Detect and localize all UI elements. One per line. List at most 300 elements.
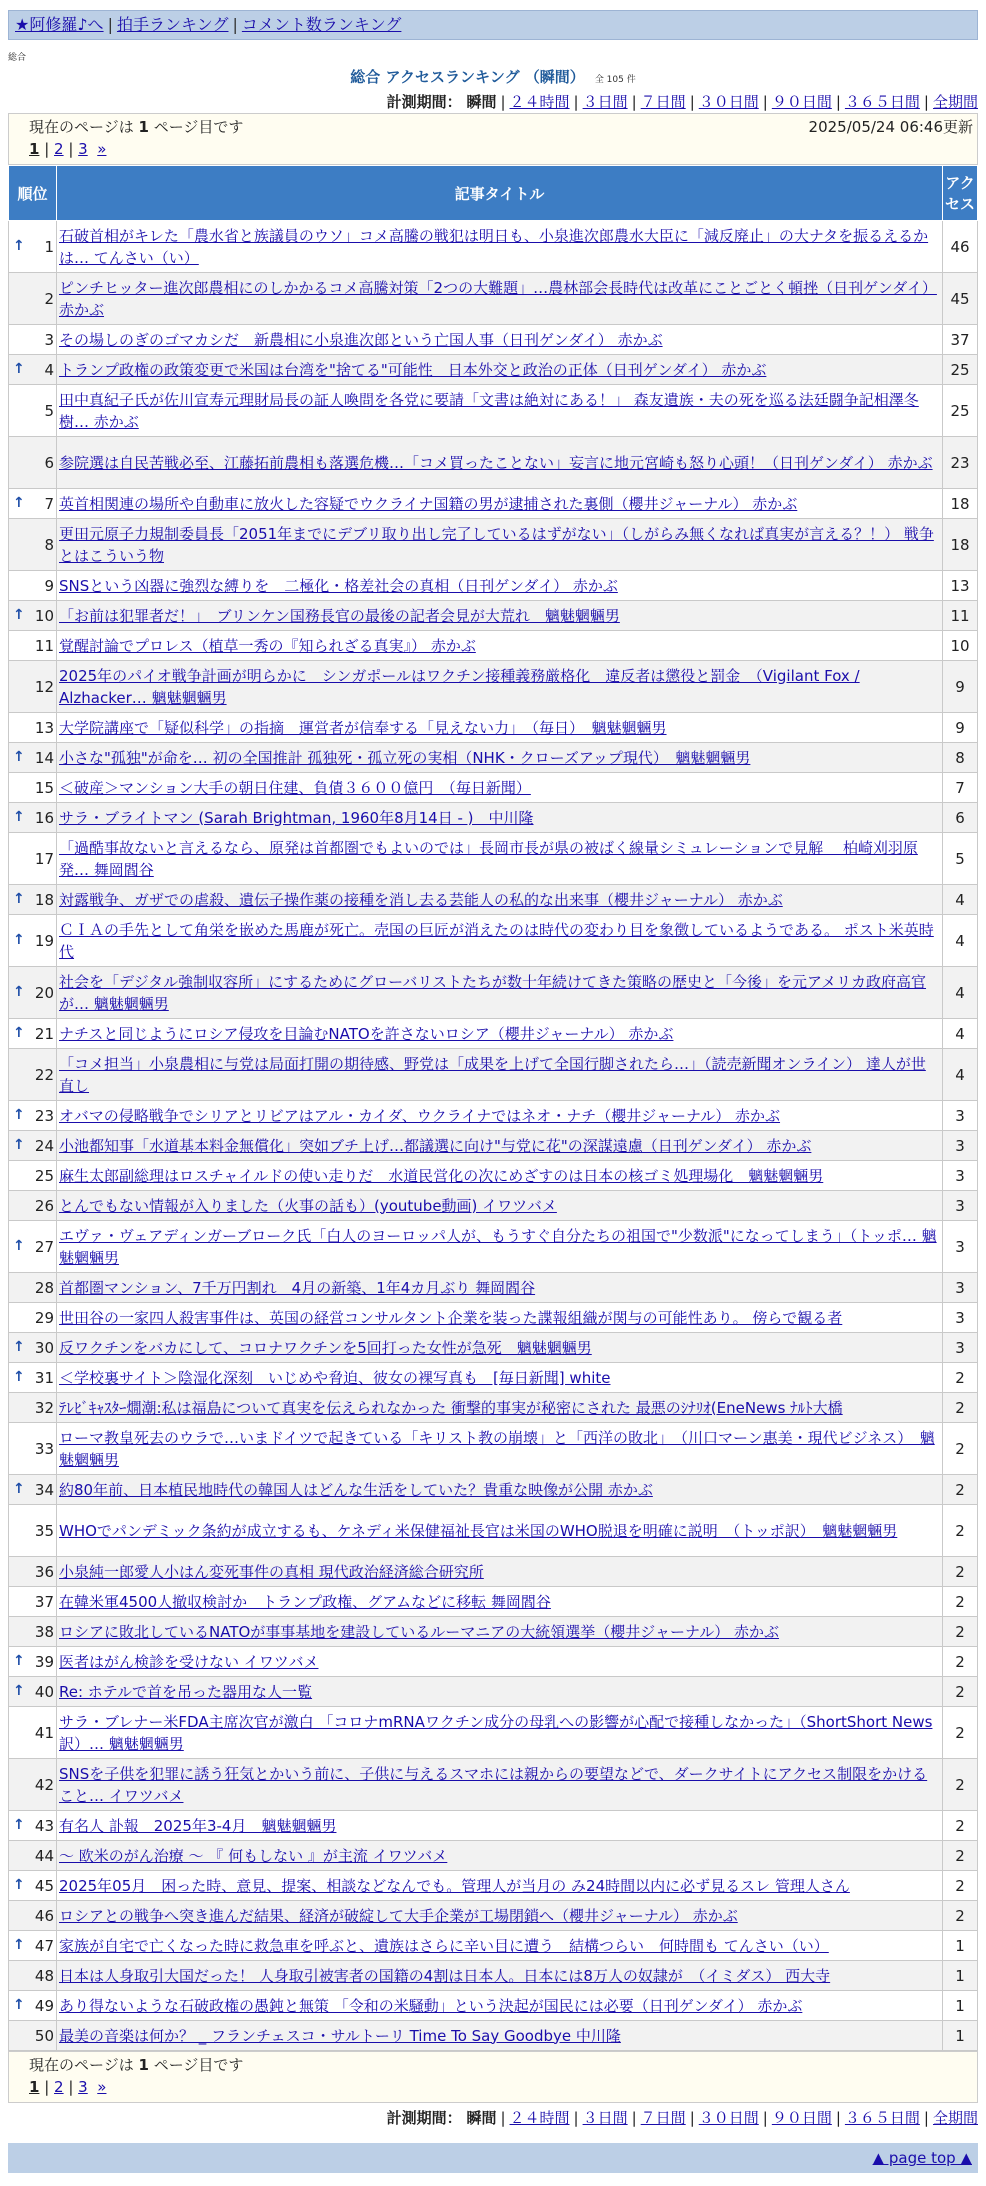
article-link[interactable]: 医者はがん検診を受けない イワツバメ — [59, 1652, 319, 1671]
table-row — [9, 489, 978, 519]
access-count: 4 — [943, 967, 978, 1019]
access-count: 2 — [943, 1617, 978, 1647]
rank-cell — [9, 1049, 57, 1101]
rank-up-arrow-icon: ↑ — [13, 360, 25, 377]
title-cell — [57, 1759, 943, 1811]
table-row — [9, 325, 978, 355]
rank-number: 9 — [44, 576, 54, 595]
period-selector-bottom: 計測期間： 瞬間 | ２４時間 | ３日間 | ７日間 | ３０日間 | ９０日間 | ３６５日間 | 全期間 — [386, 2109, 978, 2127]
page-top-link[interactable]: ▲ page top ▲ — [872, 2149, 972, 2167]
article-link[interactable]: ローマ教皇死去のウラで…いまドイツで起きている「キリスト教の崩壊」と「西洋の敗北」 （川口マーン惠美・現代ビジネス） 魑魅魍魎男 — [59, 1428, 935, 1469]
rank-number: 11 — [34, 636, 54, 655]
title-cell — [57, 1049, 943, 1101]
table-row — [9, 519, 978, 571]
article-link[interactable]: 英首相関連の場所や自動車に放火した容疑でウクライナ国籍の男が逮捕された裏側（櫻井ジャーナル） 赤かぶ — [59, 494, 798, 513]
period-7d-link[interactable]: ７日間 — [640, 93, 686, 111]
table-row — [9, 1475, 978, 1505]
rank-number: 10 — [34, 606, 54, 625]
rank-cell — [9, 1475, 57, 1505]
title-cell — [57, 803, 943, 833]
rank-number: 7 — [44, 494, 54, 513]
access-count: 25 — [943, 355, 978, 385]
rank-number: 35 — [34, 1521, 54, 1540]
access-count: 2 — [943, 1901, 978, 1931]
rank-cell — [9, 1131, 57, 1161]
article-link[interactable]: 2025年05月 困った時、意見、提案、相談などなんでも。管理人が当月の み24時間以内に必ず見るスレ 管理人さん — [59, 1876, 850, 1895]
period-365d-link[interactable]: ３６５日間 — [844, 2109, 920, 2127]
page-2-link[interactable]: 2 — [54, 140, 64, 158]
footer-bar — [8, 2143, 978, 2173]
article-link[interactable]: 首都圏マンション、7千万円割れ 4月の新築、1年4カ月ぶり 舞岡閻谷 — [59, 1278, 536, 1297]
article-link[interactable]: SNSを子供を犯罪に誘う狂気とかいう前に、子供に与えるスマホには親からの要望などで、ダークサイトにアクセス制限をかけること… イワツバメ — [59, 1764, 928, 1805]
rank-number: 22 — [34, 1065, 54, 1084]
article-link[interactable]: 小さな"孤独"が命を… 初の全国推計 孤独死・孤立死の実相（NHK・クローズアップ現代） 魑魅魍魎男 — [59, 748, 751, 767]
title-cell — [57, 1557, 943, 1587]
table-row — [9, 1871, 978, 1901]
title-cell — [57, 1931, 943, 1961]
article-link[interactable]: 約80年前、日本植民地時代の韓国人はどんな生活をしていた？貴重な映像が公開 赤かぶ — [59, 1480, 653, 1499]
table-row — [9, 1811, 978, 1841]
rank-cell — [9, 385, 57, 437]
article-link[interactable]: 有名人 訃報 2025年3-4月 魑魅魍魎男 — [59, 1816, 337, 1835]
rank-number: 8 — [44, 535, 54, 554]
applause-ranking-link[interactable]: 拍手ランキング — [116, 15, 229, 34]
rank-cell — [9, 1811, 57, 1841]
rank-number: 39 — [34, 1652, 54, 1671]
rank-number: 6 — [44, 453, 54, 472]
rank-cell — [9, 1931, 57, 1961]
access-count: 2 — [943, 1505, 978, 1557]
rank-number: 49 — [34, 1996, 54, 2015]
title-cell — [57, 1961, 943, 1991]
title-cell — [57, 1221, 943, 1273]
rank-up-arrow-icon: ↑ — [13, 931, 25, 948]
rank-cell — [9, 915, 57, 967]
rank-cell — [9, 1393, 57, 1423]
rank-cell — [9, 1991, 57, 2021]
access-count: 18 — [943, 489, 978, 519]
article-link[interactable]: 「お前は犯罪者だ！」 ブリンケン国務長官の最後の記者会見が大荒れ 魑魅魍魎男 — [59, 606, 620, 625]
rank-up-arrow-icon: ↑ — [13, 237, 25, 254]
title-cell — [57, 885, 943, 915]
table-row — [9, 1221, 978, 1273]
title-header: 記事タイトル — [57, 166, 943, 221]
table-row — [9, 385, 978, 437]
next-page-link[interactable]: » — [97, 2078, 107, 2096]
access-count: 2 — [943, 1423, 978, 1475]
rank-number: 40 — [34, 1682, 54, 1701]
article-link[interactable]: Re: ホテルで首を吊った器用な人一覧 — [59, 1682, 313, 1701]
rank-cell — [9, 885, 57, 915]
table-row — [9, 1707, 978, 1759]
table-row — [9, 355, 978, 385]
period-3d-link[interactable]: ３日間 — [582, 2109, 628, 2127]
title-cell — [57, 967, 943, 1019]
article-link[interactable]: 田中真紀子氏が佐川宣寿元理財局長の証人喚問を各党に要請「文書は絶対にある！」 森友遺族・夫の死を巡る法廷闘争記相澤冬樹… 赤かぶ — [59, 390, 919, 431]
rank-cell — [9, 571, 57, 601]
article-link[interactable]: 家族が自宅で亡くなった時に救急車を呼ぶと、遺族はさらに辛い目に遭う 結構つらい 何時間も てんさい（い） — [59, 1936, 829, 1955]
access-count: 8 — [943, 743, 978, 773]
period-label: 計測期間： — [386, 2109, 462, 2127]
title-cell — [57, 1019, 943, 1049]
article-link[interactable]: 〜 欧米のがん治療 〜 『 何もしない 』が主流 イワツバメ — [59, 1846, 448, 1865]
article-link[interactable]: 世田谷の一家四人殺害事件は、英国の経営コンサルタント企業を装った諜報組織が関与の可能性あり。 傍らで観る者 — [59, 1308, 843, 1327]
title-cell — [57, 1161, 943, 1191]
rank-cell — [9, 661, 57, 713]
rank-cell — [9, 1019, 57, 1049]
access-count: 2 — [943, 1647, 978, 1677]
article-link[interactable]: 小泉純一郎愛人小はん変死事件の真相 現代政治経済総合研究所 — [59, 1562, 484, 1581]
rank-cell — [9, 1647, 57, 1677]
rank-up-arrow-icon: ↑ — [13, 1816, 25, 1833]
rank-cell — [9, 773, 57, 803]
page-links: 1 | 2 | 3 » — [29, 2078, 107, 2096]
table-row — [9, 1423, 978, 1475]
access-count: 6 — [943, 803, 978, 833]
rank-number: 12 — [34, 677, 54, 696]
rank-up-arrow-icon: ↑ — [13, 606, 25, 623]
title-cell — [57, 631, 943, 661]
rank-cell — [9, 1961, 57, 1991]
comment-ranking-link[interactable]: コメント数ランキング — [241, 15, 402, 34]
rank-number: 33 — [34, 1439, 54, 1458]
article-link[interactable]: 「過酷事故ないと言えるなら、原発は首都圏でもよいのでは」長岡市長が県の被ばく線量シミュレーションで見解 柏崎刈羽原発… 舞岡閻谷 — [59, 838, 918, 879]
table-row — [9, 1587, 978, 1617]
access-count: 3 — [943, 1333, 978, 1363]
rank-up-arrow-icon: ↑ — [13, 1682, 25, 1699]
title-cell — [57, 1333, 943, 1363]
title-cell — [57, 1901, 943, 1931]
access-count: 4 — [943, 915, 978, 967]
access-count: 2 — [943, 1871, 978, 1901]
title-cell — [57, 713, 943, 743]
period-24h-link[interactable]: ２４時間 — [509, 2109, 570, 2127]
table-row — [9, 1841, 978, 1871]
article-link[interactable]: 「コメ担当」小泉農相に与党は局面打開の期待感、野党は「成果を上げて全国行脚されたら…」（読売新聞オンライン） 達人が世直し — [59, 1054, 926, 1095]
table-row — [9, 631, 978, 661]
period-3d-link[interactable]: ３日間 — [582, 93, 628, 111]
article-link[interactable]: 覚醒討論でプロレス（植草一秀の『知られざる真実』） 赤かぶ — [59, 636, 476, 655]
rank-up-arrow-icon: ↑ — [13, 1024, 25, 1041]
page-info: 現在のページは 1 ページ目です — [29, 118, 244, 136]
page-info: 現在のページは 1 ページ目です — [29, 2056, 244, 2074]
page — [8, 10, 978, 2173]
title-cell — [57, 1303, 943, 1333]
article-link[interactable]: ＣＩＡの手先として角栄を嵌めた馬鹿が死亡。売国の巨匠が消えたのは時代の変わり目を象徴しているようである。 ポスト米英時代 — [59, 920, 934, 961]
rank-number: 19 — [34, 931, 54, 950]
article-link[interactable]: ﾃﾚﾋﾞｷｬｽﾀｰ燗潮:私は福島について真実を伝えられなかった 衝撃的事実が秘密にされた 最悪のｼﾅﾘｵ(EneNews ﾅﾙﾄ大橋 — [59, 1398, 843, 1417]
title-cell — [57, 1393, 943, 1423]
article-link[interactable]: 最美の音楽は何か？ _ フランチェスコ・サルトーリ Time To Say Goodbye 中川隆 — [59, 2026, 621, 2045]
period-90d-link[interactable]: ９０日間 — [771, 93, 832, 111]
access-count: 1 — [943, 1961, 978, 1991]
table-row — [9, 1759, 978, 1811]
title-cell — [57, 1677, 943, 1707]
access-count: 1 — [943, 2021, 978, 2051]
table-row — [9, 437, 978, 489]
rank-up-arrow-icon: ↑ — [13, 1876, 25, 1893]
period-90d-link[interactable]: ９０日間 — [771, 2109, 832, 2127]
page-2-link[interactable]: 2 — [54, 2078, 64, 2096]
rank-cell — [9, 489, 57, 519]
table-row — [9, 1019, 978, 1049]
rank-number: 3 — [44, 330, 54, 349]
rank-up-arrow-icon: ↑ — [13, 1996, 25, 2013]
rank-up-arrow-icon: ↑ — [13, 1936, 25, 1953]
title-cell — [57, 915, 943, 967]
top-nav: ★阿修羅♪へ | 拍手ランキング | コメント数ランキング — [8, 10, 978, 40]
article-link[interactable]: 2025年のパイオ戦争計画が明らかに シンガポールはワクチン接種義務厳格化 違反者は懲役と罰金 （Vigilant Fox / Alzhacker… 魑魅魍魎男 — [59, 666, 860, 707]
table-row — [9, 1647, 978, 1677]
title-cell — [57, 1647, 943, 1677]
access-count: 2 — [943, 1677, 978, 1707]
article-link[interactable]: エヴァ・ヴェアディンガーブローク氏「白人のヨーロッパ人が、もうすぐ自分たちの祖国で"少数派"になってしまう」（トッポ… 魑魅魍魎男 — [59, 1226, 937, 1267]
access-count: 46 — [943, 221, 978, 273]
rank-number: 34 — [34, 1480, 54, 1499]
article-link[interactable]: ピンチヒッター進次郎農相にのしかかるコメ高騰対策「2つの大難題」…農林部会長時代は改革にことごとく頓挫（日刊ゲンダイ） 赤かぶ — [59, 278, 937, 319]
period-7d-link[interactable]: ７日間 — [640, 2109, 686, 2127]
table-row — [9, 1161, 978, 1191]
period-label: 計測期間： — [386, 93, 462, 111]
rank-up-arrow-icon: ↑ — [13, 1136, 25, 1153]
rank-cell — [9, 1191, 57, 1221]
rank-number: 4 — [44, 360, 54, 379]
table-row — [9, 1049, 978, 1101]
title-cell — [57, 355, 943, 385]
ranking-rows — [9, 221, 978, 2051]
rank-cell — [9, 1161, 57, 1191]
article-link[interactable]: SNSという凶器に強烈な縛りを 二極化・格差社会の真相（日刊ゲンダイ） 赤かぶ — [59, 576, 618, 595]
title-cell — [57, 489, 943, 519]
article-link[interactable]: 対露戦争、ガザでの虐殺、遺伝子操作薬の接種を消し去る芸能人の私的な出来事（櫻井ジャーナル） 赤かぶ — [59, 890, 783, 909]
article-link[interactable]: ＜破産＞マンション大手の朝日住建、負債３６００億円 （毎日新聞） — [59, 778, 531, 797]
access-count: 9 — [943, 661, 978, 713]
rank-header: 順位 — [9, 166, 57, 221]
article-link[interactable]: 反ワクチンをバカにして、コロナワクチンを5回打った女性が急死 魑魅魍魎男 — [59, 1338, 592, 1357]
rank-cell — [9, 1871, 57, 1901]
table-row — [9, 1677, 978, 1707]
rank-number: 14 — [34, 748, 54, 767]
article-link[interactable]: WHOでパンデミック条約が成立するも、ケネディ米保健福祉長官は米国のWHO脱退を明確に説明 （トッポ訳） 魑魅魍魎男 — [59, 1521, 898, 1540]
article-link[interactable]: ロシアとの戦争へ突き進んだ結果、経済が破綻して大手企業が工場閉鎖へ（櫻井ジャーナル） 赤かぶ — [59, 1906, 738, 1925]
table-row — [9, 915, 978, 967]
access-count: 18 — [943, 519, 978, 571]
page-1-current: 1 — [29, 140, 40, 158]
pagination-top — [8, 113, 978, 165]
title-cell — [57, 773, 943, 803]
access-count: 2 — [943, 1707, 978, 1759]
ranking-title — [8, 66, 978, 87]
rank-cell — [9, 273, 57, 325]
rank-cell — [9, 519, 57, 571]
access-count: 4 — [943, 1049, 978, 1101]
rank-number: 30 — [34, 1338, 54, 1357]
article-link[interactable]: 日本は人身取引大国だった！ 人身取引被害者の国籍の4割は日本人。日本には8万人の奴隷が （イミダス） 西大寺 — [59, 1966, 831, 1985]
rank-number: 26 — [34, 1196, 54, 1215]
next-page-link[interactable]: » — [97, 140, 107, 158]
rank-number: 47 — [34, 1936, 54, 1955]
access-count: 2 — [943, 1557, 978, 1587]
article-link[interactable]: 石破首相がキレた「農水省と族議員のウソ」コメ高騰の戦犯は明日も、小泉進次郎農水大臣に「減反廃止」の大ナタを振るえるかは… てんさい（い） — [59, 226, 929, 267]
article-link[interactable]: トランプ政権の政策変更で米国は台湾を"捨てる"可能性 日本外交と政治の正体（日刊ゲンダイ） 赤かぶ — [59, 360, 767, 379]
table-row — [9, 2021, 978, 2051]
rank-number: 1 — [44, 237, 54, 256]
rank-up-arrow-icon: ↑ — [13, 1480, 25, 1497]
table-row — [9, 1363, 978, 1393]
table-row — [9, 1617, 978, 1647]
table-row — [9, 571, 978, 601]
article-link[interactable]: 更田元原子力規制委員長「2051年までにデブリ取り出し完了しているはずがない」（しがらみ無くなれば真実が言える？！） 戦争とはこういう物 — [59, 524, 934, 565]
article-link[interactable]: ＜学校裏サイト＞陰湿化深刻 いじめや脅迫、彼女の裸写真も [毎日新聞] white — [59, 1368, 611, 1387]
rank-cell — [9, 1333, 57, 1363]
home-link[interactable]: ★阿修羅♪へ — [15, 15, 104, 34]
access-count: 9 — [943, 713, 978, 743]
article-link[interactable]: サラ・ブライトマン (Sarah Brightman, 1960年8月14日 - ) 中川隆 — [59, 808, 534, 827]
rank-number: 37 — [34, 1592, 54, 1611]
title-cell — [57, 221, 943, 273]
rank-cell — [9, 2021, 57, 2051]
access-count: 23 — [943, 437, 978, 489]
rank-up-arrow-icon: ↑ — [13, 494, 25, 511]
article-link[interactable]: 在韓米軍4500人撤収検討か トランプ政権、グアムなどに移転 舞岡閻谷 — [59, 1592, 551, 1611]
rank-cell — [9, 221, 57, 273]
period-30d-link[interactable]: ３０日間 — [698, 2109, 759, 2127]
access-count: 3 — [943, 1131, 978, 1161]
title-cell — [57, 1811, 943, 1841]
rank-cell — [9, 1901, 57, 1931]
period-30d-link[interactable]: ３０日間 — [698, 93, 759, 111]
article-link[interactable]: 小池都知事「水道基本料金無償化」突如ブチ上げ…都議選に向け"与党に花"の深謀遠慮（日刊ゲンダイ） 赤かぶ — [59, 1136, 812, 1155]
rank-cell — [9, 601, 57, 631]
period-current: 瞬間 — [466, 93, 497, 111]
article-link[interactable]: その場しのぎのゴマカシだ 新農相に小泉進次郎という亡国人事（日刊ゲンダイ） 赤かぶ — [59, 330, 663, 349]
title-cell — [57, 571, 943, 601]
table-row — [9, 833, 978, 885]
table-row — [9, 1191, 978, 1221]
title-cell — [57, 1475, 943, 1505]
table-row — [9, 885, 978, 915]
access-count: 45 — [943, 273, 978, 325]
table-row — [9, 273, 978, 325]
page-1-current: 1 — [29, 2078, 40, 2096]
rank-number: 28 — [34, 1278, 54, 1297]
article-link[interactable]: とんでもない情報が入りました（火事の話も）(youtube動画) イワツバメ — [59, 1196, 557, 1215]
rank-up-arrow-icon: ↑ — [13, 1368, 25, 1385]
rank-number: 13 — [34, 718, 54, 737]
rank-number: 17 — [34, 849, 54, 868]
category-label: 総合 — [8, 53, 27, 63]
access-count: 2 — [943, 1475, 978, 1505]
title-cell — [57, 833, 943, 885]
page-3-link[interactable]: 3 — [78, 2078, 88, 2096]
article-link[interactable]: ナチスと同じようにロシア侵攻を目論むNATOを許さないロシア（櫻井ジャーナル） 赤かぶ — [59, 1024, 674, 1043]
title-cell — [57, 1841, 943, 1871]
rank-cell — [9, 1221, 57, 1273]
rank-cell — [9, 1841, 57, 1871]
access-count: 2 — [943, 1393, 978, 1423]
article-link[interactable]: サラ・ブレナー米FDA主席次官が激白 「コロナmRNAワクチン成分の母乳への影響が心配で接種しなかった」（ShortShort News訳）… 魑魅魍魎男 — [59, 1712, 933, 1753]
article-link[interactable]: 社会を「デジタル強制収容所」にするためにグローバリストたちが数十年続けてきた策略の歴史と「今後」を元アメリカ政府高官が… 魑魅魍魎男 — [59, 972, 927, 1013]
table-row — [9, 743, 978, 773]
title-cell — [57, 325, 943, 355]
rank-number: 27 — [34, 1237, 54, 1256]
table-row — [9, 773, 978, 803]
title-cell — [57, 1617, 943, 1647]
title-cell — [57, 1363, 943, 1393]
rank-number: 44 — [34, 1846, 54, 1865]
rank-number: 36 — [34, 1562, 54, 1581]
title-cell — [57, 1505, 943, 1557]
title-cell — [57, 1423, 943, 1475]
access-count: 2 — [943, 1759, 978, 1811]
table-row — [9, 1303, 978, 1333]
title-cell — [57, 1131, 943, 1161]
access-count: 2 — [943, 1811, 978, 1841]
table-row — [9, 1101, 978, 1131]
access-count: 2 — [943, 1841, 978, 1871]
title-cell — [57, 601, 943, 631]
rank-up-arrow-icon: ↑ — [13, 1237, 25, 1254]
rank-cell — [9, 1101, 57, 1131]
access-count: 37 — [943, 325, 978, 355]
page-3-link[interactable]: 3 — [78, 140, 88, 158]
rank-number: 18 — [34, 890, 54, 909]
table-row — [9, 967, 978, 1019]
rank-cell — [9, 1557, 57, 1587]
access-count: 4 — [943, 885, 978, 915]
article-link[interactable]: ロシアに敗北しているNATOが事事基地を建設しているルーマニアの大統領選挙（櫻井ジャーナル） 赤かぶ — [59, 1622, 780, 1641]
rank-number: 20 — [34, 983, 54, 1002]
title-cell — [57, 385, 943, 437]
rank-number: 50 — [34, 2026, 54, 2045]
rank-number: 15 — [34, 778, 54, 797]
period-selector-top: 計測期間： 瞬間 | ２４時間 | ３日間 | ７日間 | ３０日間 | ９０日間 | ３６５日間 | 全期間 — [386, 93, 978, 111]
rank-cell — [9, 631, 57, 661]
rank-number: 45 — [34, 1876, 54, 1895]
rank-number: 5 — [44, 401, 54, 420]
table-row — [9, 1131, 978, 1161]
rank-number: 38 — [34, 1622, 54, 1641]
rank-cell — [9, 1273, 57, 1303]
table-row — [9, 601, 978, 631]
table-row — [9, 713, 978, 743]
article-link[interactable]: オバマの侵略戦争でシリアとリビアはアル・カイダ、ウクライナではネオ・ナチ（櫻井ジャーナル） 赤かぶ — [59, 1106, 781, 1125]
rank-up-arrow-icon: ↑ — [13, 890, 25, 907]
rank-cell — [9, 1505, 57, 1557]
access-count: 3 — [943, 1161, 978, 1191]
article-link[interactable]: 麻生太郎副総理はロスチャイルドの使い走りだ 水道民営化の次にめざすのは日本の核ゴミ処理場化 魑魅魍魎男 — [59, 1166, 824, 1185]
table-row — [9, 1505, 978, 1557]
article-link[interactable]: あり得ないような石破政権の愚鈍と無策 「令和の米騒動」という決起が国民には必要（日刊ゲンダイ） 赤かぶ — [59, 1996, 803, 2015]
updated-time: 2025/05/24 06:46更新 — [808, 118, 973, 136]
article-link[interactable]: 参院選は自民苦戦必至、江藤拓前農相も落選危機…「コメ買ったことない」妄言に地元宮崎も怒り心頭！（日刊ゲンダイ） 赤かぶ — [59, 453, 933, 472]
article-link[interactable]: 大学院講座で「疑似科学」の指摘 運営者が信奉する「見えない力」 （毎日） 魑魅魍魎男 — [59, 718, 667, 737]
period-all-link[interactable]: 全期間 — [932, 2109, 978, 2127]
title-cell — [57, 661, 943, 713]
rank-cell — [9, 325, 57, 355]
title-cell — [57, 437, 943, 489]
table-row — [9, 1557, 978, 1587]
period-365d-link[interactable]: ３６５日間 — [844, 93, 920, 111]
title-cell — [57, 519, 943, 571]
access-count: 3 — [943, 1303, 978, 1333]
rank-number: 21 — [34, 1024, 54, 1043]
rank-number: 41 — [34, 1723, 54, 1742]
table-row — [9, 1273, 978, 1303]
period-24h-link[interactable]: ２４時間 — [509, 93, 570, 111]
period-all-link[interactable]: 全期間 — [932, 93, 978, 111]
rank-cell — [9, 1617, 57, 1647]
